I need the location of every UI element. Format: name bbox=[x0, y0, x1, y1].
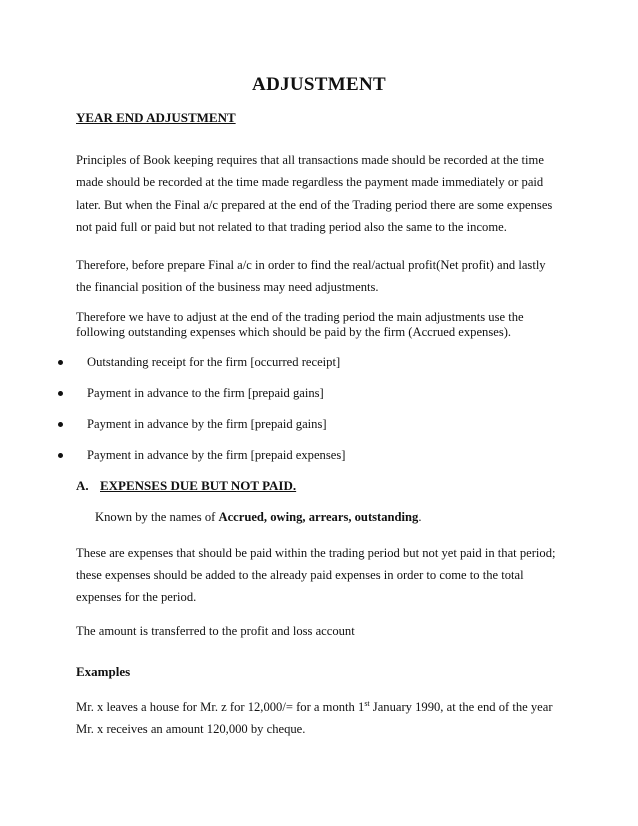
list-item-text: Payment in advance by the firm [prepaid gains] bbox=[87, 417, 327, 431]
section-a-title: EXPENSES DUE BUT NOT PAID. bbox=[100, 478, 297, 493]
section-heading: YEAR END ADJUSTMENT bbox=[76, 110, 236, 125]
known-terms: Accrued, owing, arrears, outstanding bbox=[218, 510, 419, 524]
transfer-note: The amount is transferred to the profit and loss account bbox=[76, 624, 355, 638]
page-title: ADJUSTMENT bbox=[252, 74, 386, 95]
bullet-icon bbox=[58, 453, 63, 458]
bullet-icon bbox=[58, 360, 63, 365]
known-prefix: Known by the names of bbox=[95, 510, 219, 524]
list-item-text: Outstanding receipt for the firm [occurred receipt] bbox=[87, 355, 341, 369]
bullet-icon bbox=[58, 422, 63, 427]
section-a-heading bbox=[76, 478, 296, 494]
known-by-line bbox=[95, 510, 422, 525]
example-text-start: Mr. x leaves a house for Mr. z for 12,000/= for a month 1 bbox=[76, 700, 365, 714]
expenses-description: These are expenses that should be paid within the trading period but not yet paid in that period; these expenses should be added to the already paid expenses in order to come to the total expenses for the period. bbox=[76, 546, 556, 604]
intro-paragraph: Principles of Book keeping requires that all transactions made should be recorded at the time made should be recorded at the time made regardless the payment made immediately or paid later. But when the Final a/c prepared at the end of the Trading period there are some expenses not paid full or paid but not related to that trading period also the same to the income. bbox=[76, 153, 553, 234]
known-suffix: . bbox=[418, 510, 422, 524]
therefore-paragraph-1: Therefore, before prepare Final a/c in order to find the real/actual profit(Net profit) and lastly the financial position of the business may need adjustments. bbox=[76, 258, 546, 294]
examples-heading: Examples bbox=[76, 664, 131, 679]
ordinal-suffix: st bbox=[364, 698, 370, 708]
list-item-text: Payment in advance by the firm [prepaid expenses] bbox=[87, 448, 346, 462]
bullet-icon bbox=[58, 391, 63, 396]
example-paragraph bbox=[76, 696, 556, 740]
list-item-text: Payment in advance to the firm [prepaid gains] bbox=[87, 386, 324, 400]
section-letter: A. bbox=[76, 478, 89, 493]
therefore-paragraph-2: Therefore we have to adjust at the end of the trading period the main adjustments use the following outstanding expenses which should be paid by the firm (Accrued expenses). bbox=[76, 310, 524, 339]
example-text-end: January 1990, at the end of the year Mr. x receives an amount 120,000 by cheque. bbox=[76, 700, 553, 736]
